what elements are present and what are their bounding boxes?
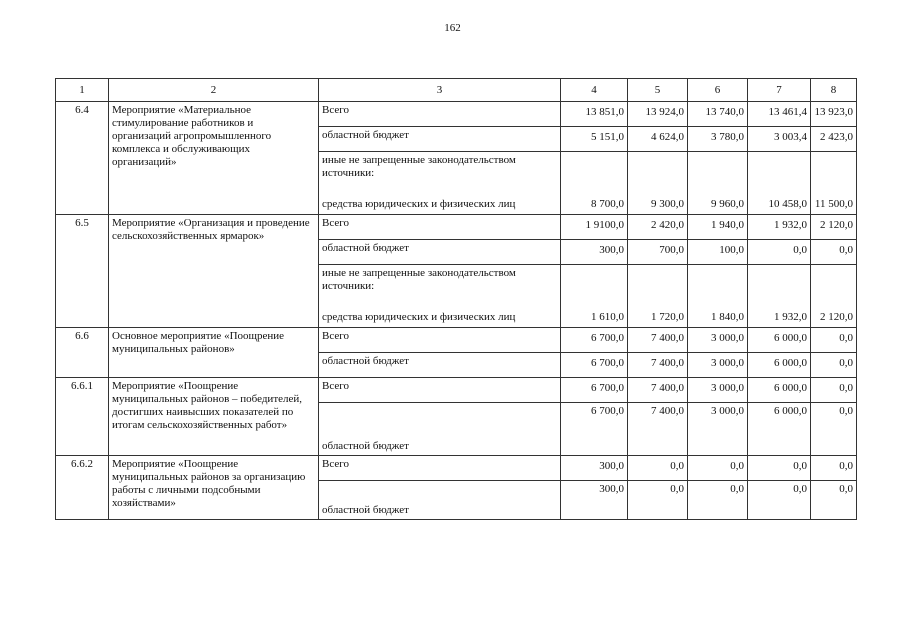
source-cell: Всего [319, 215, 561, 240]
value-cell [748, 265, 811, 310]
header-cell: 3 [319, 79, 561, 102]
header-cell: 2 [109, 79, 319, 102]
value-cell: 100,0 [688, 240, 748, 265]
value-cell: 3 003,4 [748, 127, 811, 152]
value-cell: 6 000,0 [748, 353, 811, 378]
value-cell: 2 120,0 [811, 215, 857, 240]
value-cell: 6 700,0 [561, 378, 628, 403]
value-cell: 1 720,0 [628, 309, 688, 328]
source-cell: средства юридических и физических лиц [319, 309, 561, 328]
source-cell: иные не запрещенные законодательством источники: [319, 265, 561, 310]
value-cell: 8 700,0 [561, 196, 628, 215]
value-cell: 2 120,0 [811, 309, 857, 328]
value-cell: 6 700,0 [561, 403, 628, 456]
value-cell: 300,0 [561, 240, 628, 265]
value-cell [628, 152, 688, 197]
header-cell: 4 [561, 79, 628, 102]
row-code: 6.5 [56, 215, 109, 328]
value-cell: 2 420,0 [628, 215, 688, 240]
value-cell: 0,0 [811, 481, 857, 520]
value-cell: 0,0 [688, 456, 748, 481]
header-cell: 5 [628, 79, 688, 102]
header-cell: 6 [688, 79, 748, 102]
source-cell: Всего [319, 102, 561, 127]
value-cell: 5 151,0 [561, 127, 628, 152]
budget-table [55, 78, 857, 520]
value-cell: 1 932,0 [748, 309, 811, 328]
value-cell: 6 700,0 [561, 328, 628, 353]
value-cell: 3 780,0 [688, 127, 748, 152]
value-cell: 0,0 [811, 353, 857, 378]
value-cell: 0,0 [811, 403, 857, 456]
header-cell: 8 [811, 79, 857, 102]
value-cell: 0,0 [811, 240, 857, 265]
source-cell: областной бюджет [319, 481, 561, 520]
value-cell: 10 458,0 [748, 196, 811, 215]
value-cell: 300,0 [561, 481, 628, 520]
value-cell: 13 461,4 [748, 102, 811, 127]
row-code: 6.4 [56, 102, 109, 215]
page-number: 162 [444, 22, 461, 34]
value-cell: 1 840,0 [688, 309, 748, 328]
value-cell: 0,0 [688, 481, 748, 520]
value-cell: 4 624,0 [628, 127, 688, 152]
value-cell: 0,0 [811, 378, 857, 403]
value-cell: 7 400,0 [628, 403, 688, 456]
value-cell [811, 265, 857, 310]
value-cell: 9 960,0 [688, 196, 748, 215]
value-cell: 0,0 [811, 456, 857, 481]
table-row [56, 215, 857, 240]
value-cell: 0,0 [748, 481, 811, 520]
table-row [56, 456, 857, 481]
value-cell: 9 300,0 [628, 196, 688, 215]
value-cell: 6 000,0 [748, 403, 811, 456]
source-cell: областной бюджет [319, 403, 561, 456]
value-cell: 0,0 [811, 328, 857, 353]
value-cell: 13 924,0 [628, 102, 688, 127]
table-row [56, 378, 857, 403]
source-cell: Всего [319, 456, 561, 481]
value-cell: 6 000,0 [748, 328, 811, 353]
table-row [56, 328, 857, 353]
value-cell [628, 265, 688, 310]
value-cell: 0,0 [628, 456, 688, 481]
row-name: Мероприятие «Материальное стимулирование работников и организаций агропромышленного комплекса и обслуживающих организаций» [109, 102, 319, 215]
source-cell: областной бюджет [319, 127, 561, 152]
value-cell: 3 000,0 [688, 403, 748, 456]
value-cell [811, 152, 857, 197]
value-cell: 1 9100,0 [561, 215, 628, 240]
row-code: 6.6.1 [56, 378, 109, 456]
value-cell: 11 500,0 [811, 196, 857, 215]
row-name: Основное мероприятие «Поощрение муниципальных районов» [109, 328, 319, 378]
value-cell: 3 000,0 [688, 353, 748, 378]
value-cell: 700,0 [628, 240, 688, 265]
value-cell: 2 423,0 [811, 127, 857, 152]
source-cell: областной бюджет [319, 240, 561, 265]
value-cell [688, 265, 748, 310]
header-cell: 7 [748, 79, 811, 102]
header-row [56, 79, 857, 102]
value-cell: 6 700,0 [561, 353, 628, 378]
value-cell: 1 610,0 [561, 309, 628, 328]
value-cell: 1 940,0 [688, 215, 748, 240]
value-cell: 0,0 [628, 481, 688, 520]
value-cell: 13 923,0 [811, 102, 857, 127]
value-cell: 3 000,0 [688, 378, 748, 403]
source-cell: областной бюджет [319, 353, 561, 378]
source-cell: Всего [319, 328, 561, 353]
source-cell: Всего [319, 378, 561, 403]
value-cell [688, 152, 748, 197]
value-cell [561, 152, 628, 197]
value-cell: 7 400,0 [628, 378, 688, 403]
row-code: 6.6 [56, 328, 109, 378]
value-cell: 3 000,0 [688, 328, 748, 353]
row-name: Мероприятие «Поощрение муниципальных районов за организацию работы с личными подсобными хозяйствами» [109, 456, 319, 520]
value-cell: 300,0 [561, 456, 628, 481]
value-cell: 13 851,0 [561, 102, 628, 127]
row-name: Мероприятие «Организация и проведение сельскохозяйственных ярмарок» [109, 215, 319, 328]
value-cell: 6 000,0 [748, 378, 811, 403]
value-cell: 0,0 [748, 456, 811, 481]
value-cell [748, 152, 811, 197]
value-cell: 0,0 [748, 240, 811, 265]
header-cell: 1 [56, 79, 109, 102]
value-cell [561, 265, 628, 310]
source-cell: иные не запрещенные законодательством источники: [319, 152, 561, 197]
source-cell: средства юридических и физических лиц [319, 196, 561, 215]
value-cell: 1 932,0 [748, 215, 811, 240]
row-name: Мероприятие «Поощрение муниципальных районов – победителей, достигших наивысших показателей по итогам сельскохозяйственных работ» [109, 378, 319, 456]
value-cell: 7 400,0 [628, 353, 688, 378]
table-row [56, 102, 857, 127]
value-cell: 7 400,0 [628, 328, 688, 353]
value-cell: 13 740,0 [688, 102, 748, 127]
row-code: 6.6.2 [56, 456, 109, 520]
